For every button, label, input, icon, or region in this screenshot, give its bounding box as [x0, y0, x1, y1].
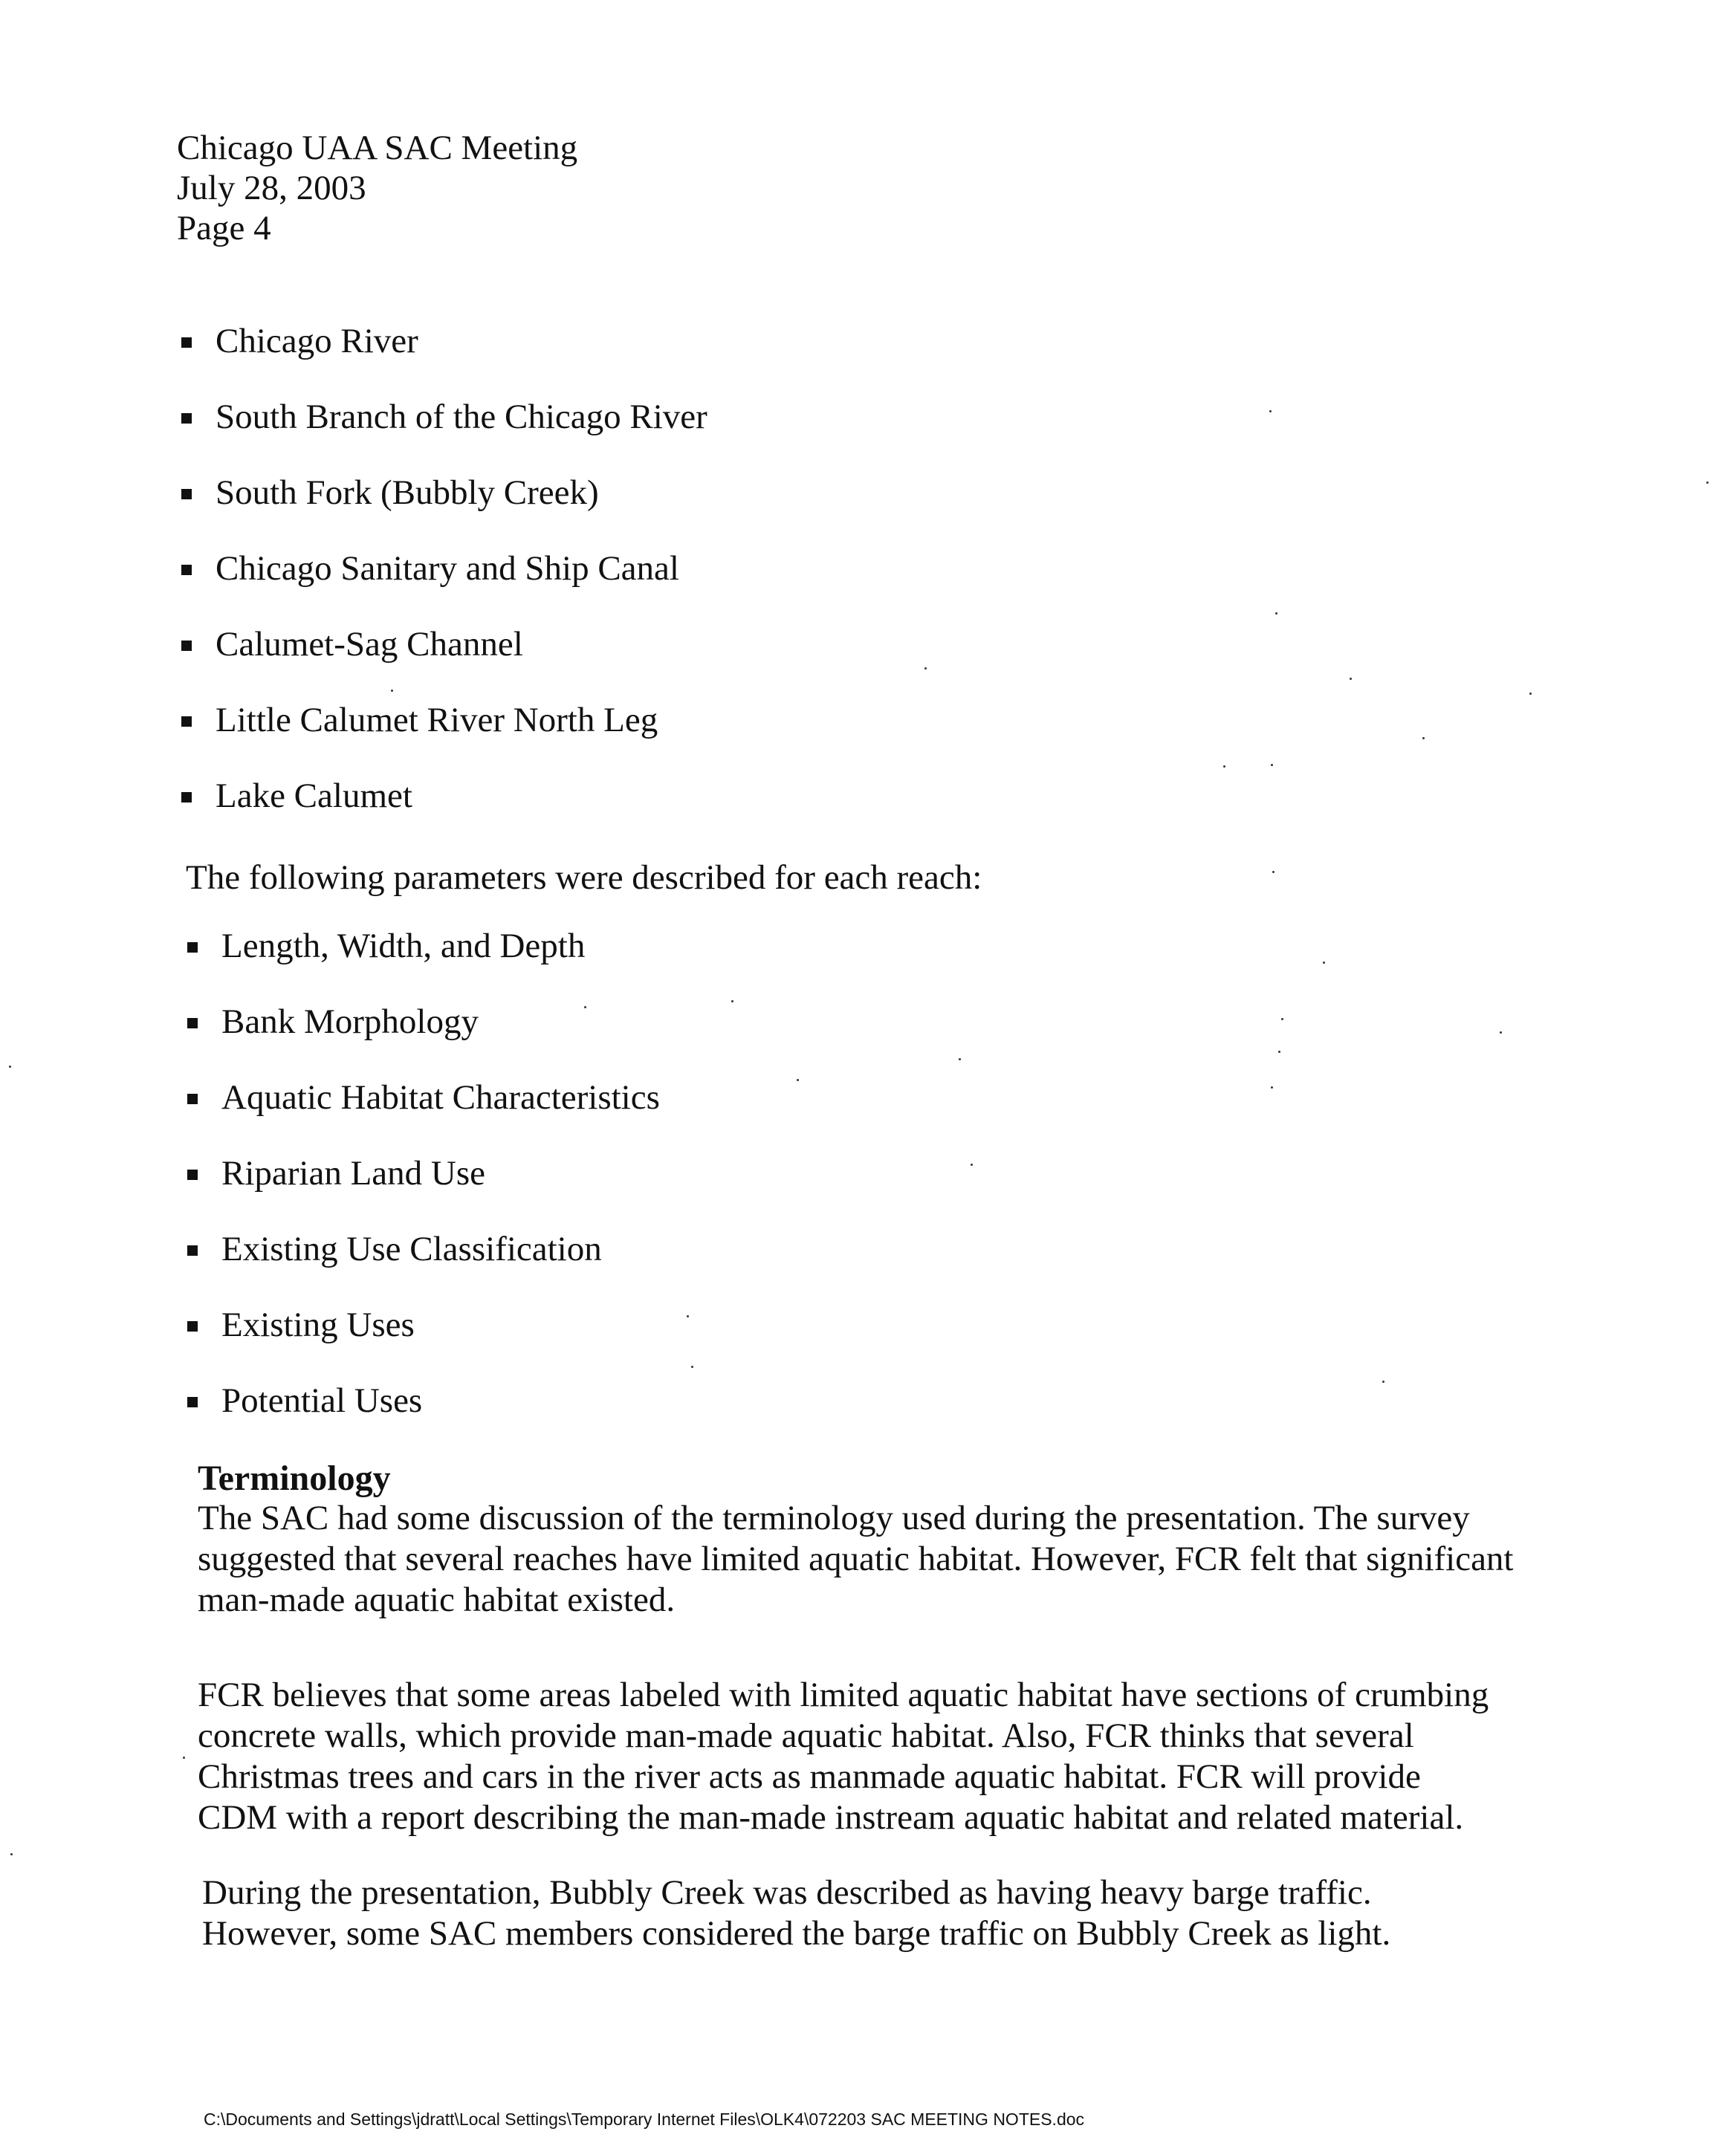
- paragraph-line: FCR believes that some areas labeled with limited aquatic habitat have sections of crumbing: [198, 1676, 1489, 1714]
- paragraph-line: Christmas trees and cars in the river acts as manmade aquatic habitat. FCR will provide: [198, 1757, 1421, 1796]
- scan-speck: [1269, 410, 1272, 412]
- list-item: [187, 926, 660, 1002]
- reach-label: Calumet-Sag Channel: [216, 625, 523, 664]
- bullet-square-icon: [181, 792, 192, 802]
- reach-list: [181, 321, 707, 852]
- reach-label: Lake Calumet: [216, 776, 412, 815]
- scan-speck: [971, 1164, 973, 1166]
- page-header: [177, 128, 577, 248]
- bullet-square-icon: [187, 1245, 198, 1256]
- parameter-label: Length, Width, and Depth: [221, 927, 586, 965]
- reach-label: Chicago Sanitary and Ship Canal: [216, 549, 679, 588]
- list-item: [181, 321, 707, 397]
- scan-speck: [1272, 871, 1275, 873]
- paragraph-line: During the presentation, Bubbly Creek was described as having heavy barge traffic.: [202, 1873, 1372, 1912]
- scan-speck: [731, 1000, 733, 1002]
- scan-speck: [1706, 482, 1709, 484]
- scan-speck: [1223, 765, 1225, 768]
- bullet-square-icon: [181, 716, 192, 727]
- scan-speck: [691, 1366, 693, 1368]
- reach-label: Chicago River: [216, 322, 418, 360]
- terminology-paragraph-2: [198, 1675, 1520, 1838]
- list-item: [187, 1077, 660, 1153]
- paragraph-line: CDM with a report describing the man-made instream aquatic habitat and related material.: [198, 1798, 1464, 1837]
- paragraph-line: suggested that several reaches have limited aquatic habitat. However, FCR felt that significant: [198, 1540, 1514, 1578]
- list-item: [181, 700, 707, 776]
- bullet-square-icon: [187, 1018, 198, 1028]
- bullet-square-icon: [187, 942, 198, 953]
- reach-label: Little Calumet River North Leg: [216, 701, 658, 739]
- bullet-square-icon: [181, 413, 192, 424]
- bullet-square-icon: [181, 565, 192, 575]
- scan-speck: [1422, 737, 1425, 739]
- list-item: [187, 1153, 660, 1229]
- parameter-label: Bank Morphology: [221, 1002, 479, 1041]
- footer-file-path: C:\Documents and Settings\jdratt\Local Settings\Temporary Internet Files\OLK4\072203 SAC MEETING NOTES.doc: [204, 2110, 1085, 2129]
- parameter-label: Riparian Land Use: [221, 1154, 486, 1193]
- parameter-label: Existing Use Classification: [221, 1230, 602, 1268]
- bullet-square-icon: [187, 1170, 198, 1180]
- list-item: [181, 397, 707, 473]
- scan-speck: [687, 1315, 689, 1317]
- list-item: [187, 1229, 660, 1305]
- scan-speck: [1271, 764, 1273, 766]
- scan-speck: [1500, 1031, 1502, 1034]
- header-page-number: Page 4: [177, 209, 271, 247]
- parameter-label: Existing Uses: [221, 1306, 415, 1344]
- scan-speck: [1271, 1086, 1273, 1089]
- parameter-label: Aquatic Habitat Characteristics: [221, 1078, 660, 1117]
- scan-speck: [10, 1853, 13, 1855]
- scan-speck: [924, 667, 927, 669]
- bullet-square-icon: [181, 337, 192, 348]
- bullet-square-icon: [181, 489, 192, 499]
- scan-speck: [584, 1006, 586, 1008]
- scan-speck: [1323, 962, 1325, 964]
- reach-label: South Branch of the Chicago River: [216, 398, 707, 436]
- terminology-heading: Terminology: [198, 1459, 391, 1498]
- header-date: July 28, 2003: [177, 169, 366, 207]
- paragraph-line: concrete walls, which provide man-made aquatic habitat. Also, FCR thinks that several: [198, 1716, 1414, 1755]
- paragraph-line: However, some SAC members considered the barge traffic on Bubbly Creek as light.: [202, 1914, 1391, 1953]
- paragraph-line: man-made aquatic habitat existed.: [198, 1580, 676, 1619]
- list-item: [187, 1002, 660, 1077]
- reach-label: South Fork (Bubbly Creek): [216, 473, 599, 512]
- list-item: [181, 776, 707, 852]
- parameters-intro: The following parameters were described for each reach:: [186, 858, 982, 897]
- list-item: [181, 548, 707, 624]
- scan-speck: [1382, 1381, 1384, 1383]
- parameter-label: Potential Uses: [221, 1381, 423, 1420]
- scan-speck: [797, 1079, 799, 1081]
- scan-speck: [1281, 1018, 1283, 1020]
- list-item: [187, 1305, 660, 1381]
- terminology-paragraph-1: [198, 1498, 1520, 1621]
- list-item: [187, 1381, 660, 1456]
- scan-speck: [1275, 612, 1277, 615]
- scan-speck: [183, 1757, 185, 1759]
- scan-speck: [1278, 1051, 1280, 1053]
- scan-speck: [391, 690, 393, 692]
- bullet-square-icon: [181, 641, 192, 651]
- bullet-square-icon: [187, 1397, 198, 1407]
- bullet-square-icon: [187, 1321, 198, 1332]
- scan-speck: [1350, 678, 1352, 680]
- list-item: [181, 473, 707, 548]
- scan-speck: [9, 1066, 11, 1068]
- scan-speck: [959, 1058, 961, 1060]
- header-meeting-title: Chicago UAA SAC Meeting: [177, 129, 578, 167]
- list-item: [181, 624, 707, 700]
- bullet-square-icon: [187, 1094, 198, 1104]
- scan-speck: [1529, 693, 1532, 695]
- terminology-paragraph-3: [202, 1872, 1525, 1954]
- paragraph-line: The SAC had some discussion of the terminology used during the presentation. The survey: [198, 1499, 1470, 1537]
- parameter-list: [187, 926, 660, 1456]
